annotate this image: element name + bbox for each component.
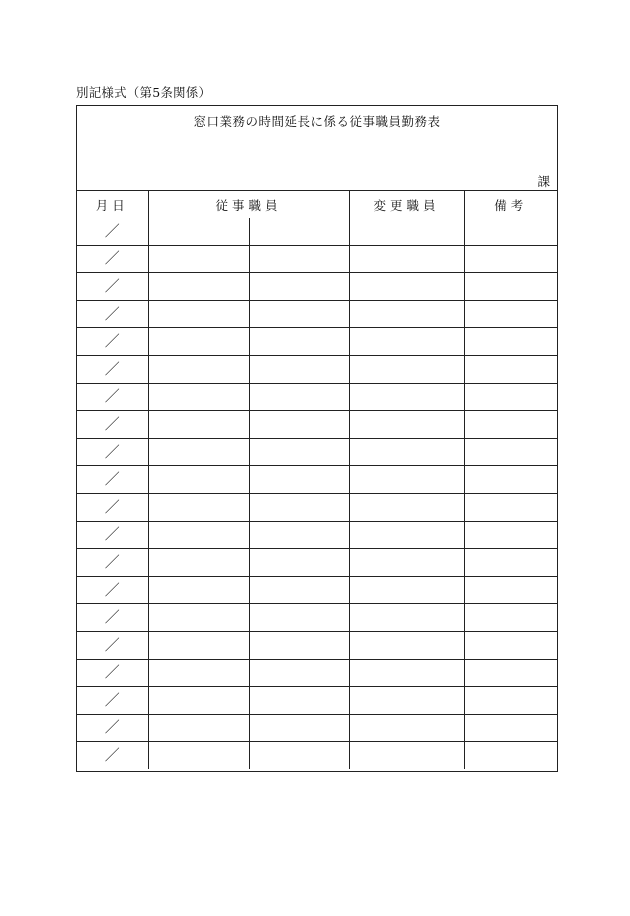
staff-cell-2[interactable] — [249, 493, 349, 521]
date-cell[interactable] — [77, 659, 148, 687]
staff-cell-2[interactable] — [249, 328, 349, 356]
table-row — [77, 631, 557, 659]
column-header-remarks: 備考 — [464, 191, 557, 218]
table-row — [77, 383, 557, 411]
document-title: 窓口業務の時間延長に係る従事職員勤務表 — [193, 114, 441, 129]
remarks-cell[interactable] — [464, 466, 557, 494]
table-row — [77, 218, 557, 245]
staff-cell-2[interactable] — [249, 742, 349, 769]
date-separator: ／ — [104, 249, 120, 268]
staff-cell-2[interactable] — [249, 604, 349, 632]
staff-cell-2[interactable] — [249, 383, 349, 411]
staff-cell-2[interactable] — [249, 438, 349, 466]
date-cell[interactable] — [77, 549, 148, 577]
date-cell[interactable] — [77, 245, 148, 273]
remarks-cell[interactable] — [464, 438, 557, 466]
changed-staff-cell[interactable] — [349, 576, 464, 604]
date-cell[interactable] — [77, 355, 148, 383]
remarks-cell[interactable] — [464, 576, 557, 604]
staff-cell-1[interactable] — [148, 714, 249, 742]
date-separator: ／ — [104, 332, 120, 351]
department-suffix: 課 — [537, 174, 550, 189]
date-separator: ／ — [104, 690, 120, 709]
staff-cell-2[interactable] — [249, 631, 349, 659]
remarks-cell[interactable] — [464, 742, 557, 769]
remarks-cell[interactable] — [464, 493, 557, 521]
date-separator: ／ — [104, 359, 120, 378]
date-separator: ／ — [104, 580, 120, 599]
date-separator: ／ — [104, 635, 120, 654]
date-cell[interactable] — [77, 438, 148, 466]
date-separator: ／ — [104, 552, 120, 571]
date-separator: ／ — [104, 608, 120, 627]
changed-staff-cell[interactable] — [349, 218, 464, 245]
staff-cell-1[interactable] — [148, 742, 249, 769]
remarks-cell[interactable] — [464, 383, 557, 411]
table-row — [77, 714, 557, 742]
form-reference: 別記様式（第5条関係） — [76, 85, 212, 100]
changed-staff-cell[interactable] — [349, 742, 464, 769]
changed-staff-cell[interactable] — [349, 466, 464, 494]
date-cell[interactable] — [77, 300, 148, 328]
staff-cell-2[interactable] — [249, 521, 349, 549]
staff-cell-1[interactable] — [148, 466, 249, 494]
staff-cell-1[interactable] — [148, 604, 249, 632]
remarks-cell[interactable] — [464, 687, 557, 715]
staff-cell-1[interactable] — [148, 273, 249, 301]
table-row — [77, 438, 557, 466]
staff-cell-1[interactable] — [148, 521, 249, 549]
remarks-cell[interactable] — [464, 245, 557, 273]
changed-staff-cell[interactable] — [349, 659, 464, 687]
roster-body — [77, 218, 557, 769]
staff-cell-2[interactable] — [249, 218, 349, 245]
changed-staff-cell[interactable] — [349, 383, 464, 411]
changed-staff-cell[interactable] — [349, 355, 464, 383]
staff-cell-2[interactable] — [249, 714, 349, 742]
table-row — [77, 300, 557, 328]
staff-cell-2[interactable] — [249, 659, 349, 687]
table-row — [77, 273, 557, 301]
duty-roster-sheet — [76, 105, 558, 772]
date-cell[interactable] — [77, 714, 148, 742]
table-row — [77, 245, 557, 273]
remarks-cell[interactable] — [464, 273, 557, 301]
remarks-cell[interactable] — [464, 218, 557, 245]
date-cell[interactable] — [77, 576, 148, 604]
table-row — [77, 576, 557, 604]
changed-staff-cell[interactable] — [349, 631, 464, 659]
staff-cell-1[interactable] — [148, 549, 249, 577]
remarks-cell[interactable] — [464, 300, 557, 328]
column-header-staff: 従事職員 — [148, 191, 349, 218]
date-separator: ／ — [104, 718, 120, 737]
changed-staff-cell[interactable] — [349, 714, 464, 742]
date-separator: ／ — [104, 387, 120, 406]
table-row — [77, 604, 557, 632]
staff-cell-1[interactable] — [148, 659, 249, 687]
changed-staff-cell[interactable] — [349, 411, 464, 439]
table-row — [77, 521, 557, 549]
date-cell[interactable] — [77, 218, 148, 245]
date-separator: ／ — [104, 746, 120, 765]
staff-cell-2[interactable] — [249, 576, 349, 604]
date-cell[interactable] — [77, 687, 148, 715]
table-row — [77, 411, 557, 439]
table-row — [77, 493, 557, 521]
staff-cell-2[interactable] — [249, 355, 349, 383]
staff-cell-1[interactable] — [148, 245, 249, 273]
column-header-changed-staff: 変更職員 — [349, 191, 464, 218]
table-row — [77, 328, 557, 356]
staff-cell-2[interactable] — [249, 300, 349, 328]
date-cell[interactable] — [77, 631, 148, 659]
date-cell[interactable] — [77, 493, 148, 521]
staff-cell-1[interactable] — [148, 355, 249, 383]
date-separator: ／ — [104, 304, 120, 323]
remarks-cell[interactable] — [464, 328, 557, 356]
remarks-cell[interactable] — [464, 604, 557, 632]
changed-staff-cell[interactable] — [349, 300, 464, 328]
date-separator: ／ — [104, 442, 120, 461]
changed-staff-cell[interactable] — [349, 687, 464, 715]
table-row — [77, 549, 557, 577]
remarks-cell[interactable] — [464, 411, 557, 439]
staff-cell-1[interactable] — [148, 218, 249, 245]
remarks-cell[interactable] — [464, 355, 557, 383]
staff-cell-1[interactable] — [148, 328, 249, 356]
changed-staff-cell[interactable] — [349, 493, 464, 521]
changed-staff-cell[interactable] — [349, 328, 464, 356]
staff-cell-1[interactable] — [148, 687, 249, 715]
title-area — [77, 106, 557, 191]
staff-cell-1[interactable] — [148, 631, 249, 659]
date-cell[interactable] — [77, 521, 148, 549]
staff-cell-2[interactable] — [249, 411, 349, 439]
remarks-cell[interactable] — [464, 631, 557, 659]
header-row — [77, 191, 557, 218]
staff-cell-1[interactable] — [148, 300, 249, 328]
changed-staff-cell[interactable] — [349, 438, 464, 466]
changed-staff-cell[interactable] — [349, 549, 464, 577]
date-cell[interactable] — [77, 466, 148, 494]
table-row — [77, 659, 557, 687]
table-row — [77, 687, 557, 715]
date-cell[interactable] — [77, 328, 148, 356]
staff-cell-1[interactable] — [148, 411, 249, 439]
date-cell[interactable] — [77, 273, 148, 301]
date-separator: ／ — [104, 276, 120, 295]
table-row — [77, 466, 557, 494]
table-row — [77, 742, 557, 769]
changed-staff-cell[interactable] — [349, 245, 464, 273]
date-separator: ／ — [104, 221, 120, 240]
roster-table — [77, 191, 557, 769]
changed-staff-cell[interactable] — [349, 521, 464, 549]
staff-cell-1[interactable] — [148, 383, 249, 411]
staff-cell-2[interactable] — [249, 687, 349, 715]
remarks-cell[interactable] — [464, 521, 557, 549]
date-separator: ／ — [104, 663, 120, 682]
changed-staff-cell[interactable] — [349, 273, 464, 301]
date-separator: ／ — [104, 497, 120, 516]
remarks-cell[interactable] — [464, 659, 557, 687]
staff-cell-2[interactable] — [249, 245, 349, 273]
staff-cell-1[interactable] — [148, 438, 249, 466]
remarks-cell[interactable] — [464, 714, 557, 742]
staff-cell-2[interactable] — [249, 549, 349, 577]
changed-staff-cell[interactable] — [349, 604, 464, 632]
date-separator: ／ — [104, 525, 120, 544]
date-separator: ／ — [104, 470, 120, 489]
staff-cell-1[interactable] — [148, 493, 249, 521]
staff-cell-2[interactable] — [249, 273, 349, 301]
staff-cell-1[interactable] — [148, 576, 249, 604]
date-cell[interactable] — [77, 383, 148, 411]
date-cell[interactable] — [77, 742, 148, 769]
date-cell[interactable] — [77, 411, 148, 439]
staff-cell-2[interactable] — [249, 466, 349, 494]
table-row — [77, 355, 557, 383]
column-header-date: 月日 — [77, 191, 148, 218]
date-cell[interactable] — [77, 604, 148, 632]
remarks-cell[interactable] — [464, 549, 557, 577]
date-separator: ／ — [104, 414, 120, 433]
